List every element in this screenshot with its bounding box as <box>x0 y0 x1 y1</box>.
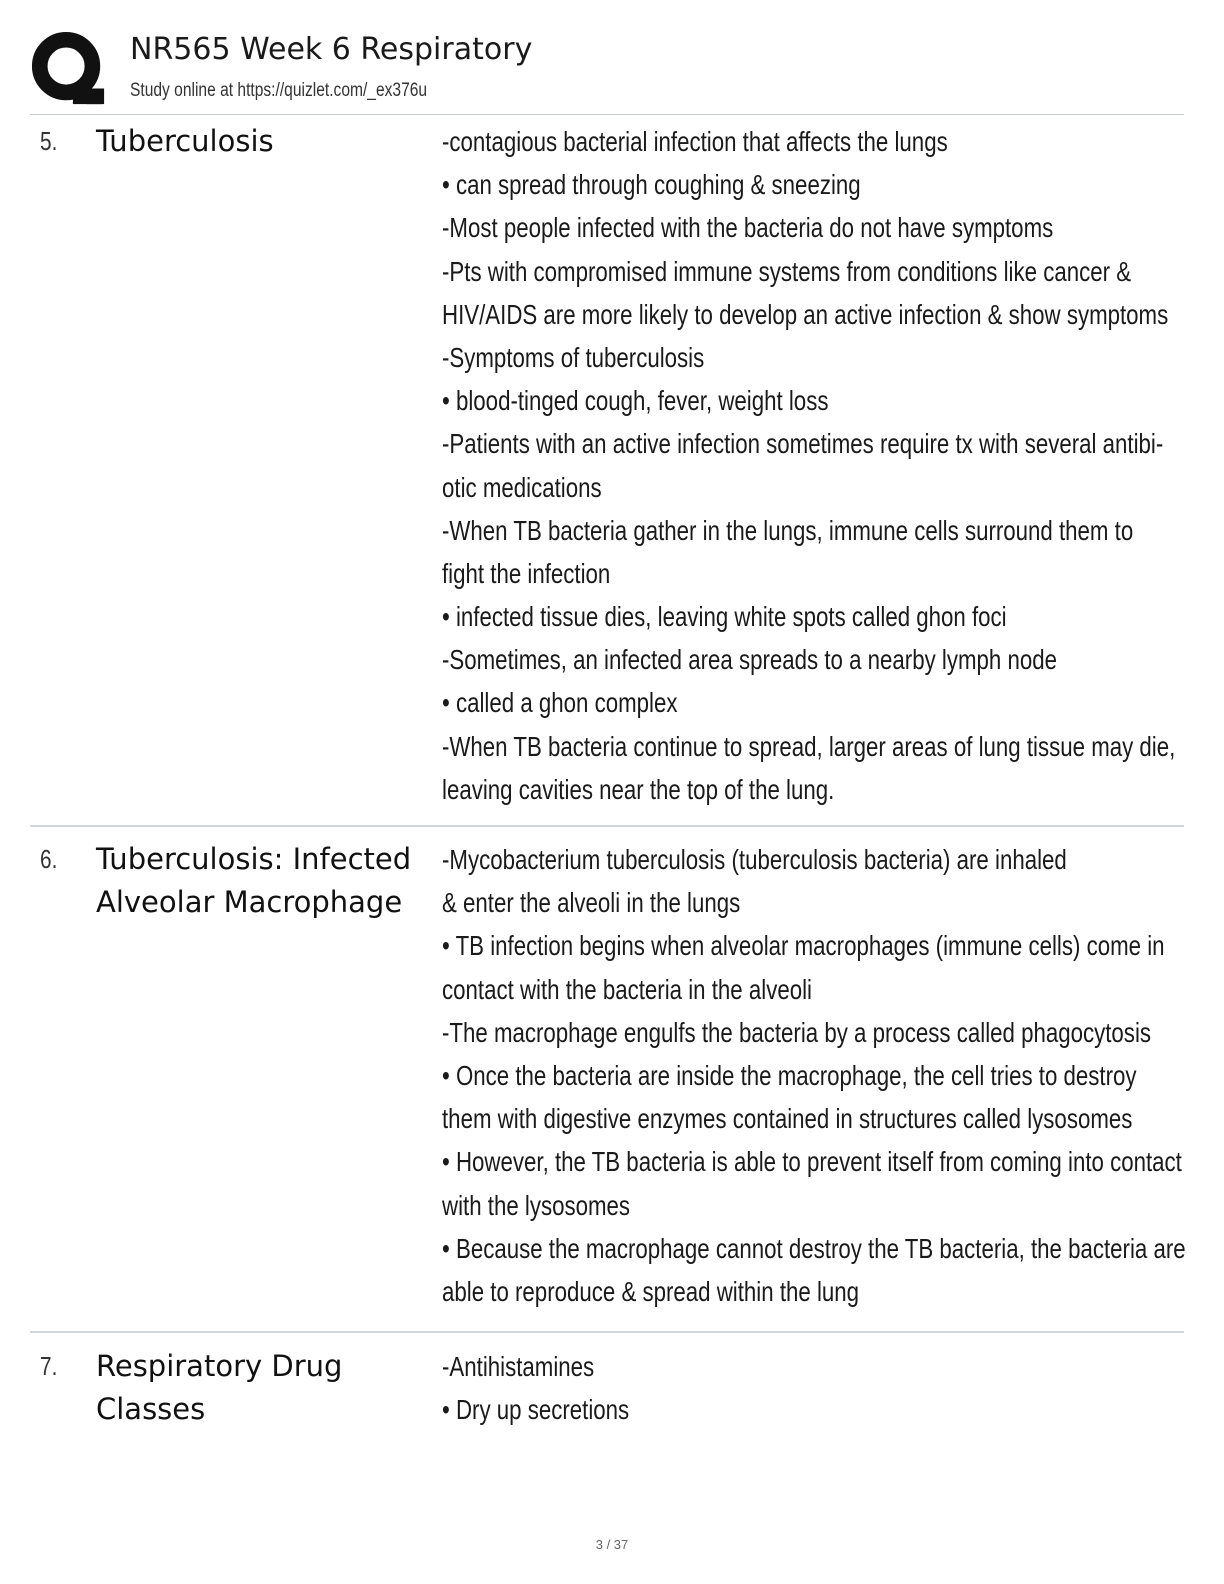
header-divider <box>30 114 1184 115</box>
definition-line: with the lysosomes <box>442 1189 631 1221</box>
card-number: 5. <box>40 126 58 156</box>
definition-line: -Sometimes, an infected area spreads to a nearby lymph node <box>442 644 1057 676</box>
card-definition <box>442 838 1224 1313</box>
definition-line: -contagious bacterial infection that affects the lungs <box>442 126 948 157</box>
definition-line: • Once the bacteria are inside the macrophage, the cell tries to destroy <box>442 1059 1137 1091</box>
document-header <box>30 28 1190 114</box>
definition-line: HIV/AIDS are more likely to develop an active infection & show symptoms <box>442 298 1169 330</box>
definition-line: • TB infection begins when alveolar macrophages (immune cells) come in <box>442 930 1165 962</box>
definition-line: -When TB bacteria gather in the lungs, immune cells surround them to <box>442 514 1134 546</box>
definition-line: them with digestive enzymes contained in structures called lysosomes <box>442 1103 1133 1135</box>
definition-line: • called a ghon complex <box>442 687 678 719</box>
card-divider <box>30 825 1184 827</box>
definition-line: • blood-tinged cough, fever, weight loss <box>442 385 829 417</box>
study-online-link[interactable]: Study online at https://quizlet.com/_ex376u <box>130 80 428 101</box>
card-term: Tuberculosis: Infected Alveolar Macrophage <box>96 842 412 919</box>
page-number: 3 / 37 <box>595 1537 629 1552</box>
definition-line: & enter the alveoli in the lungs <box>442 887 741 919</box>
definition-line: -The macrophage engulfs the bacteria by a process called phagocytosis <box>442 1016 1152 1048</box>
definition-line: -Symptoms of tuberculosis <box>442 341 705 373</box>
card-number: 6. <box>40 844 58 874</box>
definition-line: -Mycobacterium tuberculosis (tuberculosis bacteria) are inhaled <box>442 844 1067 875</box>
definition-line: -Antihistamines <box>442 1351 595 1382</box>
definition-line: -Most people infected with the bacteria do not have symptoms <box>442 212 1054 244</box>
definition-line: • However, the TB bacteria is able to prevent itself from coming into contact <box>442 1146 1182 1178</box>
definition-line: otic medications <box>442 471 602 503</box>
definition-line: • Because the macrophage cannot destroy the TB bacteria, the bacteria are <box>442 1232 1186 1264</box>
definition-line: -Patients with an active infection sometimes require tx with several antibi- <box>442 428 1164 460</box>
definition-line: contact with the bacteria in the alveoli <box>442 973 812 1005</box>
definition-line: • infected tissue dies, leaving white spots called ghon foci <box>442 601 1007 633</box>
card-term: Tuberculosis <box>96 124 274 158</box>
document-title: NR565 Week 6 Respiratory <box>130 32 533 67</box>
card-definition <box>442 1345 1224 1431</box>
card-number: 7. <box>40 1351 58 1381</box>
definition-line: • Dry up secretions <box>442 1394 630 1426</box>
definition-line: leaving cavities near the top of the lung. <box>442 773 835 805</box>
definition-line: • can spread through coughing & sneezing <box>442 169 861 201</box>
quizlet-logo-icon <box>30 30 108 108</box>
definition-line: -When TB bacteria continue to spread, larger areas of lung tissue may die, <box>442 730 1176 762</box>
definition-line: able to reproduce & spread within the lung <box>442 1275 860 1307</box>
definition-line: fight the infection <box>442 557 611 589</box>
card-divider <box>30 1331 1184 1333</box>
definition-line: -Pts with compromised immune systems from conditions like cancer & <box>442 255 1132 287</box>
card-term: Respiratory Drug Classes <box>96 1349 343 1426</box>
card-definition <box>442 120 1224 811</box>
